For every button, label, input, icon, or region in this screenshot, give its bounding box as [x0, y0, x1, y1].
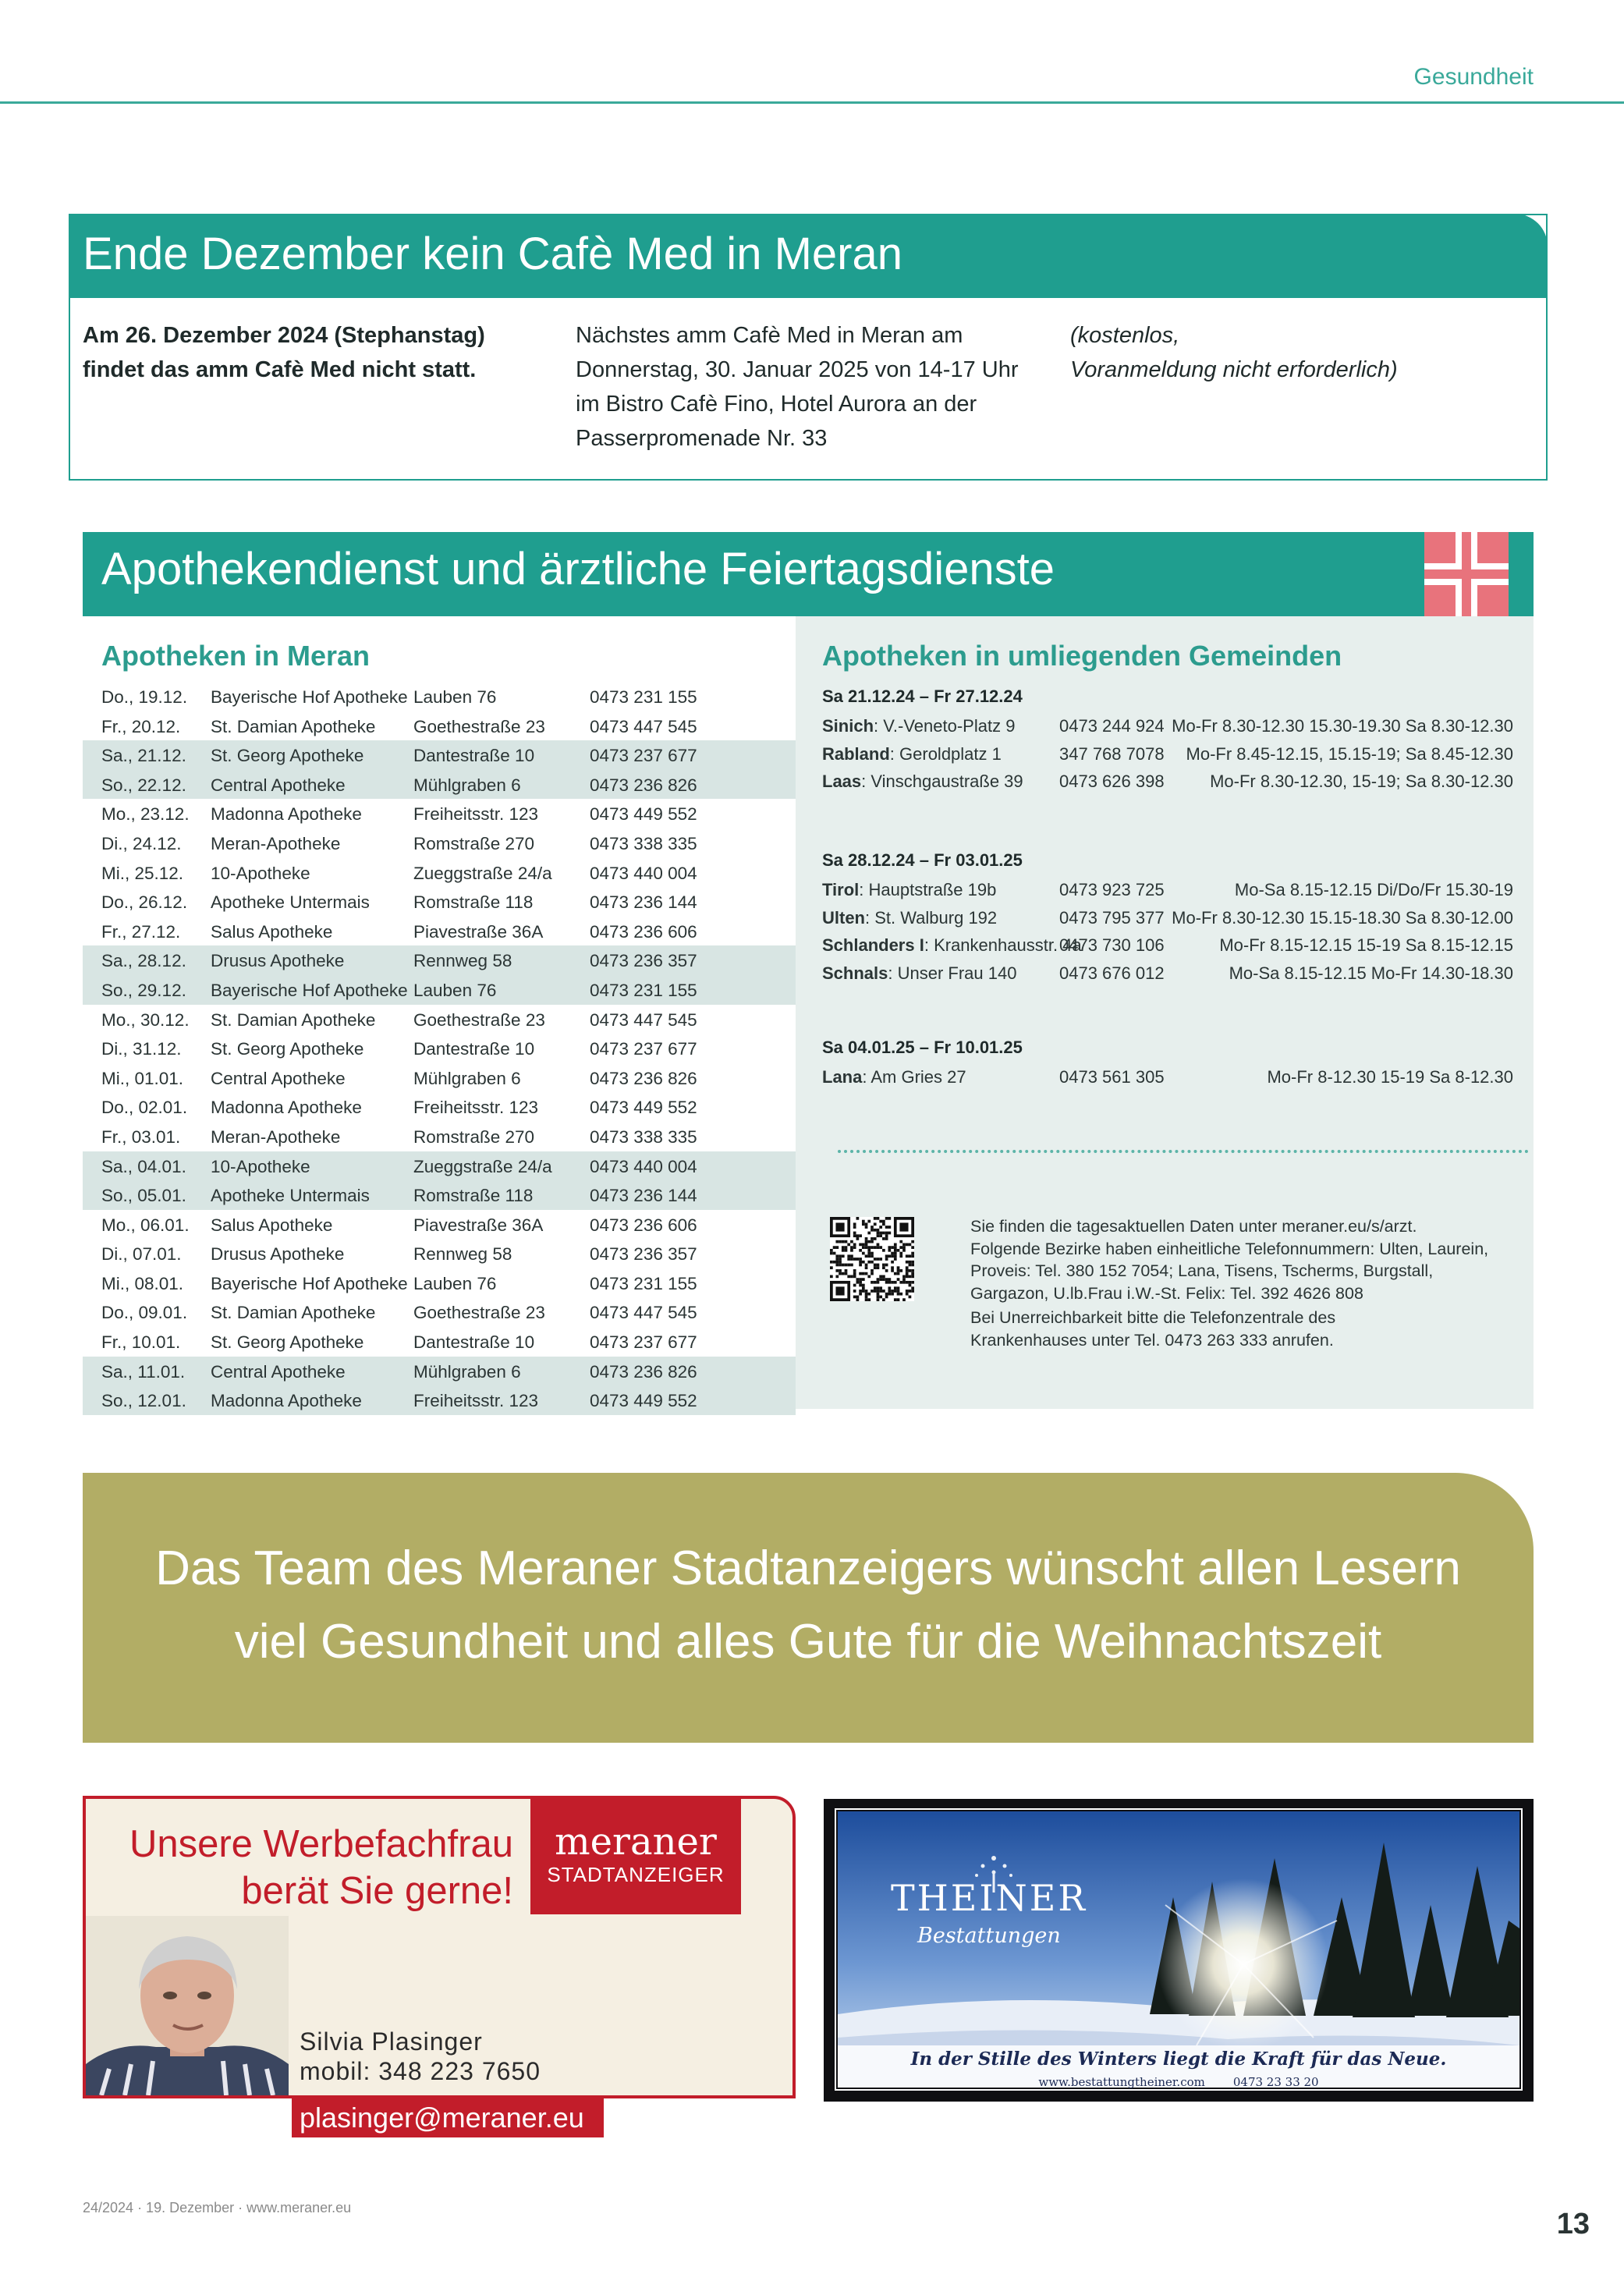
cell-street: Zueggstraße 24/a — [413, 1156, 552, 1176]
list-item — [822, 744, 1513, 772]
cell-pharmacy: Madonna Apotheke — [211, 1098, 362, 1118]
contact-mobile: mobil: 348 223 7650 — [300, 2057, 541, 2085]
info-line: Krankenhauses unter Tel. 0473 263 333 anrufen. — [970, 1330, 1334, 1350]
cafe-line: Donnerstag, 30. Januar 2025 von 14-17 Uhr — [576, 357, 1019, 382]
table-row — [83, 828, 796, 858]
cell-address: : Hauptstraße 19b — [859, 880, 997, 899]
cell-date: Mo., 30.12. — [101, 1009, 190, 1030]
cell-pharmacy: Drusus Apotheke — [211, 951, 345, 971]
cell-hours: Mo-Fr 8.30-12.30, 15-19; Sa 8.30-12.30 — [1210, 772, 1513, 791]
table-row — [83, 887, 796, 917]
cell-date: Sa., 04.01. — [101, 1156, 186, 1176]
cell-phone: 0473 237 677 — [590, 746, 697, 766]
cell-phone: 0473 561 305 — [1059, 1067, 1165, 1087]
ad-phone: 0473 23 33 20 — [1232, 2075, 1319, 2089]
table-row — [83, 1151, 796, 1181]
cell-phone: 0473 447 545 — [590, 1009, 697, 1030]
cell-phone: 0473 236 144 — [590, 892, 697, 913]
cell-date: Fr., 10.01. — [101, 1332, 181, 1353]
cell-street: Romstraße 270 — [413, 833, 535, 853]
cell-phone: 0473 338 335 — [590, 833, 697, 853]
surrounding-subtitle: Apotheken in umliegenden Gemeinden — [822, 640, 1342, 672]
header-rule — [0, 101, 1624, 104]
cell-pharmacy: Bayerische Hof Apotheke — [211, 687, 408, 707]
meran-pharmacy-table — [83, 682, 796, 1415]
cell-date: Di., 31.12. — [101, 1039, 182, 1059]
table-row — [83, 1034, 796, 1063]
table-row — [83, 740, 796, 770]
period-head: Sa 28.12.24 – Fr 03.01.25 — [822, 850, 1023, 870]
cell-address: : St. Walburg 192 — [865, 907, 998, 928]
cell-pharmacy: St. Damian Apotheke — [211, 1009, 376, 1030]
cafe-line: (kostenlos, — [1070, 323, 1180, 348]
table-row — [83, 1327, 796, 1357]
cell-hours: Mo-Fr 8-12.30 15-19 Sa 8-12.30 — [1267, 1067, 1513, 1087]
period-head: Sa 04.01.25 – Fr 10.01.25 — [822, 1038, 1023, 1057]
table-row — [83, 1005, 796, 1034]
cell-date: Mo., 06.01. — [101, 1215, 190, 1235]
cell-location — [822, 908, 997, 928]
cell-date: Do., 02.01. — [101, 1098, 188, 1118]
portrait-photo — [86, 1916, 289, 2095]
cell-street: Freiheitsstr. 123 — [413, 1098, 539, 1118]
medical-cross-icon — [1424, 532, 1509, 616]
contact-person — [300, 2027, 541, 2086]
info-line: Sie finden die tagesaktuellen Daten unter meraner.eu/s/arzt. — [970, 1217, 1417, 1236]
cell-place: Schlanders I — [822, 935, 924, 955]
cell-street: Rennweg 58 — [413, 951, 512, 971]
cell-pharmacy: Madonna Apotheke — [211, 804, 362, 825]
cell-pharmacy: Central Apotheke — [211, 775, 346, 795]
info-line: Bei Unerreichbarkeit bitte die Telefonzentrale des — [970, 1308, 1336, 1327]
cell-phone: 0473 626 398 — [1059, 772, 1165, 791]
cell-street: Romstraße 118 — [413, 1186, 534, 1206]
cell-street: Lauben 76 — [413, 687, 497, 707]
cell-street: Romstraße 270 — [413, 1126, 535, 1147]
meran-subtitle: Apotheken in Meran — [101, 640, 371, 672]
cell-date: So., 22.12. — [101, 775, 186, 795]
cell-phone: 0473 338 335 — [590, 1126, 697, 1147]
cell-date: Fr., 27.12. — [101, 921, 181, 942]
cell-pharmacy: Salus Apotheke — [211, 1215, 333, 1235]
cell-pharmacy: Meran-Apotheke — [211, 833, 341, 853]
cell-pharmacy: Bayerische Hof Apotheke — [211, 1273, 408, 1293]
cell-date: Sa., 11.01. — [101, 1361, 186, 1382]
ad-heading-line: berät Sie gerne! — [241, 1870, 513, 1912]
cell-date: Fr., 03.01. — [101, 1126, 181, 1147]
cell-place: Ulten — [822, 907, 865, 928]
cell-phone: 0473 236 826 — [590, 1068, 697, 1088]
period-rows — [822, 716, 1513, 800]
ad-heading-line: Unsere Werbefachfrau — [129, 1823, 513, 1865]
section-label: Gesundheit — [1413, 64, 1534, 90]
cafe-line: Nächstes amm Cafè Med in Meran am — [576, 323, 963, 348]
cafe-notice-col-1 — [83, 318, 551, 387]
period-rows — [822, 880, 1513, 991]
table-row — [83, 1122, 796, 1151]
cell-date: Mi., 01.01. — [101, 1068, 184, 1088]
cell-address: : Geroldplatz 1 — [889, 743, 1002, 764]
cell-street: Lauben 76 — [413, 980, 497, 1000]
cell-location — [822, 716, 1015, 736]
cell-place: Lana — [822, 1067, 863, 1087]
cell-date: Mo., 23.12. — [101, 804, 190, 825]
theiner-brand: THEINER — [891, 1877, 1088, 1919]
cell-date: Sa., 21.12. — [101, 746, 186, 766]
cell-phone: 0473 449 552 — [590, 1098, 697, 1118]
cell-date: Di., 07.01. — [101, 1244, 182, 1265]
dotted-divider — [838, 1150, 1529, 1153]
theiner-sub: Bestattungen — [917, 1924, 1061, 1948]
cell-phone: 0473 237 677 — [590, 1332, 697, 1353]
cell-phone: 0473 237 677 — [590, 1039, 697, 1059]
qr-code-icon[interactable] — [830, 1217, 914, 1301]
cell-address: : Unser Frau 140 — [888, 963, 1017, 983]
cell-date: So., 05.01. — [101, 1186, 186, 1206]
page-number: 13 — [1556, 2208, 1590, 2240]
cell-address: : Am Gries 27 — [862, 1067, 966, 1087]
cell-street: Piavestraße 36A — [413, 1215, 544, 1235]
cell-phone: 0473 449 552 — [590, 804, 697, 825]
table-row — [83, 1268, 796, 1298]
cell-street: Freiheitsstr. 123 — [413, 804, 539, 825]
cell-phone: 0473 231 155 — [590, 687, 697, 707]
cell-street: Zueggstraße 24/a — [413, 863, 552, 883]
cell-phone: 0473 440 004 — [590, 1156, 697, 1176]
cell-pharmacy: Apotheke Untermais — [211, 1186, 370, 1206]
cell-phone: 0473 440 004 — [590, 863, 697, 883]
info-line: Folgende Bezirke haben einheitliche Telefonnummern: Ulten, Laurein, — [970, 1239, 1489, 1258]
table-row — [83, 945, 796, 975]
cell-pharmacy: Drusus Apotheke — [211, 1244, 345, 1265]
cell-address: : Krankenhausstr. 4a — [924, 935, 1082, 955]
table-row — [83, 770, 796, 800]
list-item — [822, 772, 1513, 800]
ad-tagline: In der Stille des Winters liegt die Kraft für das Neue. — [910, 2049, 1447, 2070]
cell-phone: 0473 449 552 — [590, 1391, 697, 1411]
period-rows — [822, 1067, 1513, 1095]
cell-hours: Mo-Fr 8.15-12.15 15-19 Sa 8.15-12.15 — [1219, 935, 1513, 955]
list-item — [822, 908, 1513, 936]
ad-heading — [108, 1821, 513, 1914]
cell-hours: Mo-Fr 8.30-12.30 15.30-19.30 Sa 8.30-12.30 — [1172, 716, 1513, 736]
cafe-notice-col-2 — [576, 318, 1059, 456]
table-row — [83, 1297, 796, 1327]
table-row — [83, 858, 796, 888]
info-line: Proveis: Tel. 380 152 7054; Lana, Tisens, Tscherms, Burgstall, — [970, 1261, 1434, 1280]
cell-phone: 0473 236 606 — [590, 921, 697, 942]
cell-street: Goethestraße 23 — [413, 1009, 545, 1030]
cell-phone: 0473 236 357 — [590, 1244, 697, 1265]
cell-address: : Vinschgaustraße 39 — [861, 772, 1023, 791]
cell-pharmacy: St. Georg Apotheke — [211, 1332, 364, 1353]
cell-date: Mi., 08.01. — [101, 1273, 184, 1293]
cell-location — [822, 880, 996, 900]
cell-phone: 0473 236 357 — [590, 951, 697, 971]
greeting-line: Das Team des Meraner Stadtanzeigers wünscht allen Lesern — [155, 1541, 1461, 1595]
ad-website-link[interactable]: www.bestattungtheiner.com — [1038, 2075, 1205, 2089]
cafe-notice-title: Ende Dezember kein Cafè Med in Meran — [83, 229, 902, 279]
table-row — [83, 1385, 796, 1415]
cell-location — [822, 963, 1016, 984]
cell-place: Laas — [822, 772, 862, 791]
table-row — [83, 799, 796, 828]
logo-word: meraner — [555, 1820, 717, 1864]
cell-phone: 0473 676 012 — [1059, 963, 1165, 983]
cell-phone: 0473 923 725 — [1059, 880, 1165, 899]
table-row — [83, 682, 796, 711]
period-block — [822, 850, 1513, 991]
cell-date: Do., 19.12. — [101, 687, 188, 707]
cell-street: Mühlgraben 6 — [413, 1068, 521, 1088]
cell-pharmacy: Salus Apotheke — [211, 921, 333, 942]
cell-pharmacy: Meran-Apotheke — [211, 1126, 341, 1147]
logo-sub: STADTANZEIGER — [547, 1863, 725, 1886]
cell-location — [822, 744, 1002, 764]
contact-email-link[interactable]: plasinger@meraner.eu — [300, 2102, 584, 2134]
footer-issue: 24/2024 · 19. Dezember · www.meraner.eu — [83, 2200, 352, 2215]
table-row — [83, 975, 796, 1005]
cell-date: Mi., 25.12. — [101, 863, 184, 883]
cell-pharmacy: 10-Apotheke — [211, 1156, 310, 1176]
cafe-line: Passerpromenade Nr. 33 — [576, 426, 828, 451]
period-block — [822, 1038, 1513, 1095]
cell-phone: 0473 231 155 — [590, 1273, 697, 1293]
cell-date: Do., 09.01. — [101, 1303, 188, 1323]
cell-hours: Mo-Sa 8.15-12.15 Di/Do/Fr 15.30-19 — [1234, 880, 1513, 899]
cell-hours: Mo-Fr 8.45-12.15, 15.15-19; Sa 8.45-12.30 — [1186, 743, 1513, 764]
cafe-notice-col-3 — [1070, 318, 1538, 387]
cafe-line: im Bistro Cafè Fino, Hotel Aurora an der — [576, 392, 977, 417]
cafe-line: Am 26. Dezember 2024 (Stephanstag) — [83, 323, 485, 348]
cell-street: Rennweg 58 — [413, 1244, 512, 1265]
list-item — [822, 935, 1513, 963]
period-head: Sa 21.12.24 – Fr 27.12.24 — [822, 686, 1023, 706]
cell-street: Dantestraße 10 — [413, 1039, 535, 1059]
cell-location — [822, 935, 1082, 956]
table-row — [83, 1357, 796, 1386]
cell-hours: Mo-Sa 8.15-12.15 Mo-Fr 14.30-18.30 — [1229, 963, 1513, 983]
cell-phone: 0473 236 606 — [590, 1215, 697, 1235]
cell-street: Piavestraße 36A — [413, 921, 544, 942]
cell-phone: 0473 236 144 — [590, 1186, 697, 1206]
table-row — [83, 1180, 796, 1210]
cell-pharmacy: Apotheke Untermais — [211, 892, 370, 913]
cell-place: Tirol — [822, 880, 860, 899]
cell-place: Sinich — [822, 716, 874, 736]
list-item — [822, 1067, 1513, 1095]
list-item — [822, 880, 1513, 908]
info-line: Gargazon, U.lb.Frau i.W.-St. Felix: Tel. 392 4626 808 — [970, 1283, 1363, 1303]
cell-phone: 0473 447 545 — [590, 716, 697, 736]
pharmacy-title: Apothekendienst und ärztliche Feiertagsdienste — [101, 544, 1055, 594]
cell-street: Dantestraße 10 — [413, 746, 535, 766]
cell-street: Mühlgraben 6 — [413, 775, 521, 795]
ad-contact — [838, 2075, 1519, 2089]
greeting-line: viel Gesundheit und alles Gute für die Weihnachtszeit — [234, 1615, 1382, 1669]
cell-phone: 0473 236 826 — [590, 775, 697, 795]
cell-address: : V.-Veneto-Platz 9 — [874, 716, 1016, 736]
cell-street: Goethestraße 23 — [413, 716, 545, 736]
cell-hours: Mo-Fr 8.30-12.30 15.15-18.30 Sa 8.30-12.00 — [1172, 907, 1513, 928]
cell-date: So., 29.12. — [101, 980, 186, 1000]
list-item — [822, 716, 1513, 744]
cell-pharmacy: Madonna Apotheke — [211, 1391, 362, 1411]
cell-street: Romstraße 118 — [413, 892, 534, 913]
table-row — [83, 1063, 796, 1093]
cell-pharmacy: Central Apotheke — [211, 1068, 346, 1088]
period-block — [822, 686, 1513, 800]
cell-location — [822, 1067, 966, 1087]
cell-phone: 0473 795 377 — [1059, 907, 1165, 928]
greeting-text — [83, 1532, 1534, 1679]
cell-pharmacy: St. Georg Apotheke — [211, 746, 364, 766]
cell-phone: 0473 236 826 — [590, 1361, 697, 1382]
cell-date: Fr., 20.12. — [101, 716, 181, 736]
list-item — [822, 963, 1513, 992]
cell-pharmacy: Central Apotheke — [211, 1361, 346, 1382]
table-row — [83, 1239, 796, 1268]
cell-date: Do., 26.12. — [101, 892, 188, 913]
table-row — [83, 917, 796, 946]
cafe-line: Voranmeldung nicht erforderlich) — [1070, 357, 1398, 382]
cell-street: Goethestraße 23 — [413, 1303, 545, 1323]
table-row — [83, 1210, 796, 1240]
cell-pharmacy: Bayerische Hof Apotheke — [211, 980, 408, 1000]
cell-date: Di., 24.12. — [101, 833, 182, 853]
pharmacy-info-text — [970, 1215, 1516, 1351]
table-row — [83, 1092, 796, 1122]
cafe-line: findet das amm Cafè Med nicht statt. — [83, 357, 477, 382]
table-row — [83, 711, 796, 741]
cell-phone: 347 768 7078 — [1059, 743, 1165, 764]
cell-pharmacy: St. Damian Apotheke — [211, 716, 376, 736]
cell-street: Dantestraße 10 — [413, 1332, 535, 1353]
cell-street: Lauben 76 — [413, 1273, 497, 1293]
contact-name: Silvia Plasinger — [300, 2027, 483, 2056]
cell-pharmacy: 10-Apotheke — [211, 863, 310, 883]
cell-location — [822, 772, 1023, 792]
cell-phone: 0473 447 545 — [590, 1303, 697, 1323]
cell-place: Rabland — [822, 743, 890, 764]
cell-street: Mühlgraben 6 — [413, 1361, 521, 1382]
cell-date: So., 12.01. — [101, 1391, 186, 1411]
cell-pharmacy: St. Georg Apotheke — [211, 1039, 364, 1059]
cell-phone: 0473 231 155 — [590, 980, 697, 1000]
cell-place: Schnals — [822, 963, 888, 983]
cell-phone: 0473 730 106 — [1059, 935, 1165, 955]
cell-pharmacy: St. Damian Apotheke — [211, 1303, 376, 1323]
cell-date: Sa., 28.12. — [101, 951, 186, 971]
cell-street: Freiheitsstr. 123 — [413, 1391, 539, 1411]
cell-phone: 0473 244 924 — [1059, 716, 1165, 736]
